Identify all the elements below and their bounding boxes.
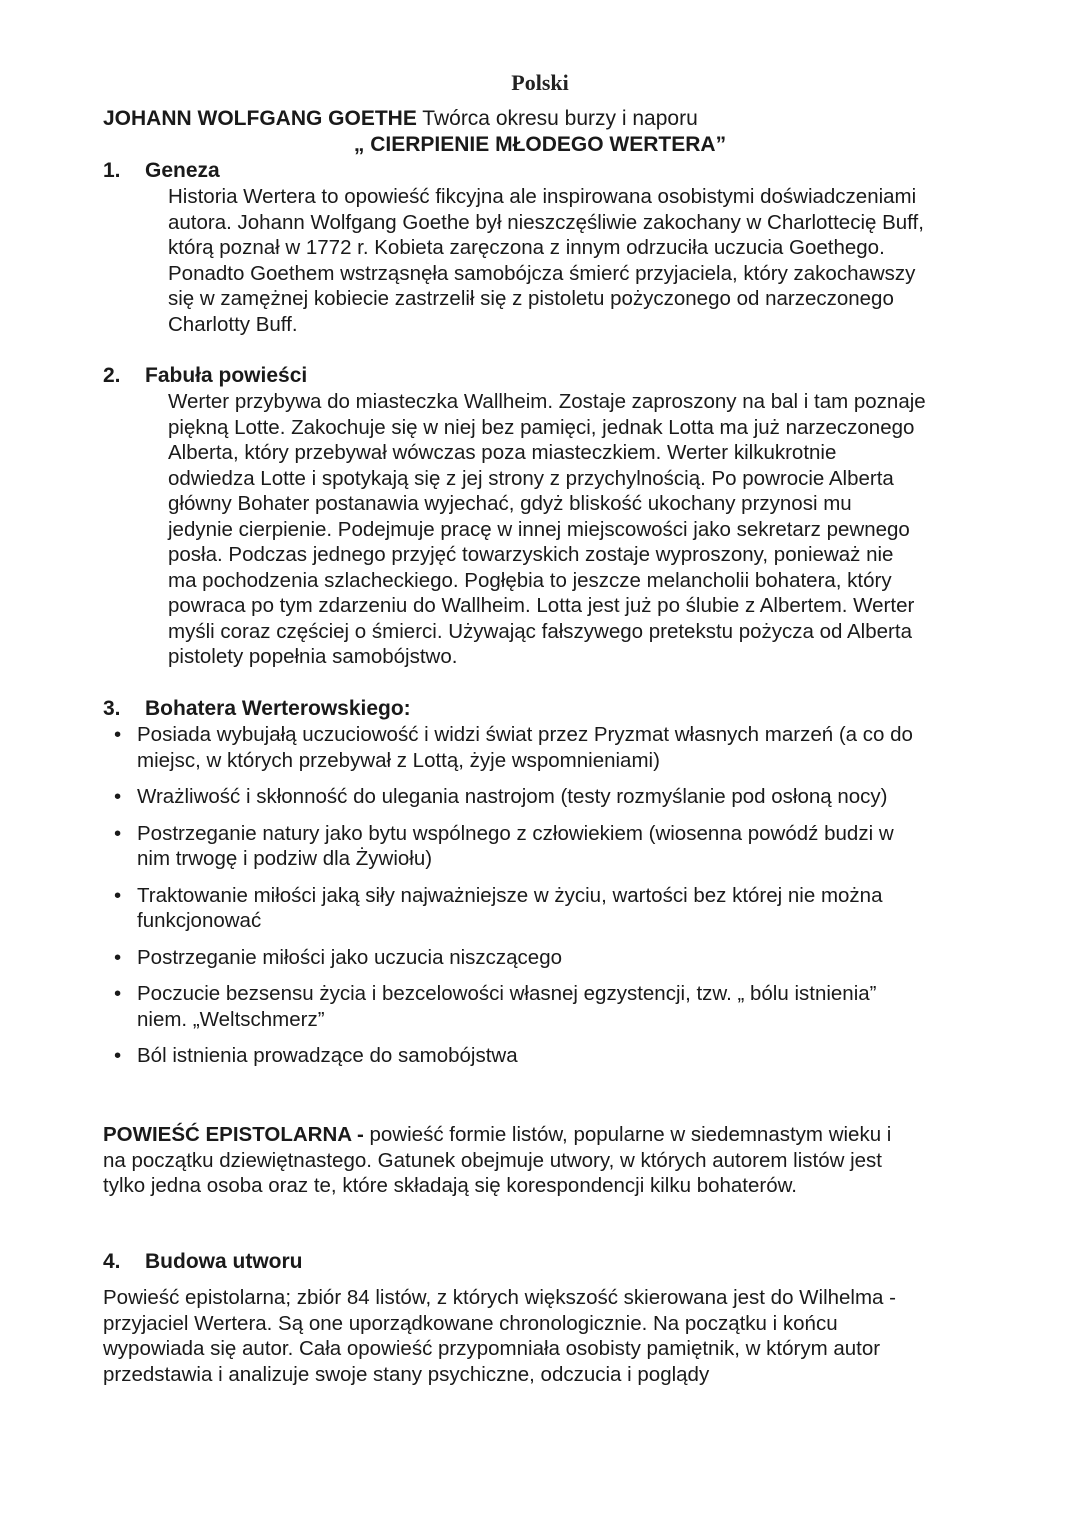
text-line: Charlotty Buff. (168, 312, 298, 336)
section-body-structure (103, 1285, 983, 1387)
section-heading-genesis (103, 158, 220, 184)
text-line: Historia Wertera to opowieść fikcyjna ale inspirowana osobistymi doświadczeniami (168, 185, 917, 208)
list-item: • Posiada wybujałą uczuciowość i widzi świat przez Pryzmat własnych marzeń (a co do miejsc, w których przebywał z Lottą, żyje wspomnieniami) (114, 723, 913, 772)
list-item: • Traktowanie miłości jaką siły najważniejsze w życiu, wartości bez której nie można funkcjonować (114, 883, 883, 932)
bullet-icon: • (114, 883, 122, 907)
hero-traits-list (112, 722, 992, 1080)
text-line: Powieść epistolarna; zbiór 84 listów, z których większość skierowana jest do Wilhelma - (103, 1286, 896, 1309)
text-line: POWIEŚĆ EPISTOLARNA - powieść formie listów, popularne w siedemnastym wieku i (103, 1123, 892, 1146)
text-line: powraca po tym zdarzeniu do Wallheim. Lotta jest już po ślubie z Albertem. Werter (168, 594, 915, 617)
list-item: • Postrzeganie natury jako bytu wspólnego z człowiekiem (wiosenna powódź budzi w nim trwogę i podziw dla Żywiołu) (114, 821, 894, 870)
text-line: ma pochodzenia szlacheckiego. Pogłębia to jeszcze melancholii bohatera, który (168, 568, 892, 592)
text-line: Ponadto Goethem wstrząsnęła samobójcza śmierć przyjaciela, który zakochawszy (168, 261, 916, 285)
text-line: Alberta, który przebywał wówczas poza miasteczkiem. Werter kilkukrotnie (168, 441, 837, 464)
text-line: którą poznał w 1772 r. Kobieta zaręczona z innym odrzuciła uczucia Goethego. (168, 236, 885, 259)
text-line: się w zamężnej kobiecie zastrzelił się z pistoletu pożyczonego od narzeczonego (168, 287, 894, 310)
text-line: przyjaciel Wertera. Są one uporządkowane chronologicznie. Na początku i końcu (103, 1311, 838, 1335)
bullet-icon: • (114, 785, 122, 808)
text-line: jedynie cierpienie. Podejmuje pracę w innej miejscowości jako sekretarz pewnego (168, 517, 910, 541)
epistolary-definition (103, 1122, 983, 1199)
text-line: pistolety popełnia samobójstwo. (168, 645, 458, 668)
bullet-icon: • (114, 821, 122, 845)
bullet-icon: • (114, 945, 122, 969)
section-body-plot (168, 389, 998, 670)
text-line: autora. Johann Wolfgang Goethe był nieszczęśliwie zakochany w Charlottecię Buff, (168, 210, 924, 234)
list-item: • Poczucie bezsensu życia i bezcelowości własnej egzystencji, tzw. „ bólu istnienia” niem. „Weltschmerz” (114, 982, 877, 1031)
section-number: 2. (103, 364, 121, 387)
text-line: odwiedza Lotte i spotykają się z jej strony z przychylnością. Po powrocie Alberta (168, 466, 894, 490)
text-line: tylko jedna osoba oraz te, które składają się korespondencji kilku bohaterów. (103, 1174, 797, 1197)
section-body-genesis (168, 184, 998, 337)
section-number: 4. (103, 1250, 121, 1273)
subject-header: Polski (511, 70, 569, 95)
text-line: na początku dziewiętnastego. Gatunek obejmuje utwory, w których autorem listów jest (103, 1148, 882, 1172)
section-title: Budowa utworu (145, 1250, 303, 1273)
section-heading-structure (103, 1249, 302, 1275)
text-line: Werter przybywa do miasteczka Wallheim. Zostaje zaproszony na bal i tam poznaje (168, 390, 926, 413)
bullet-icon: • (114, 723, 122, 746)
book-title: „ CIERPIENIE MŁODEGO WERTERA” (353, 133, 727, 156)
text-line: przedstawia i analizuje swoje stany psychiczne, odczucia i poglądy (103, 1362, 710, 1386)
section-title: Bohatera Werterowskiego: (145, 697, 411, 720)
section-title: Geneza (145, 159, 220, 182)
author-line (103, 106, 698, 132)
list-item: • Postrzeganie miłości jako uczucia niszczącego (114, 945, 563, 969)
text-line: posła. Podczas jednego przyjęć towarzyskich zostaje wyproszony, ponieważ nie (168, 543, 894, 566)
author-description: Twórca okresu burzy i naporu (416, 107, 698, 130)
section-number: 1. (103, 159, 121, 182)
text-line: główny Bohater postanawia wyjechać, gdyż bliskość ukochany przynosi mu (168, 492, 852, 515)
section-heading-hero (103, 696, 411, 722)
author-name: JOHANN WOLFGANG GOETHE (103, 107, 417, 130)
list-item: • Wrażliwość i skłonność do ulegania nastrojom (testy rozmyślanie pod osłoną nocy) (114, 785, 888, 808)
text-line: myśli coraz częściej o śmierci. Używając fałszywego pretekstu pożycza od Alberta (168, 619, 912, 643)
section-heading-plot (103, 363, 307, 389)
bullet-icon: • (114, 1044, 122, 1067)
text-line: piękną Lotte. Zakochuje się w niej bez pamięci, jednak Lotta ma już narzeczonego (168, 415, 915, 439)
bullet-icon: • (114, 982, 122, 1005)
text-line: wypowiada się autor. Cała opowieść przypomniała osobisty pamiętnik, w którym autor (103, 1337, 881, 1360)
list-item: • Ból istnienia prowadzące do samobójstwa (114, 1044, 518, 1067)
section-number: 3. (103, 697, 121, 720)
definition-term: POWIEŚĆ EPISTOLARNA - (103, 1123, 364, 1146)
section-title: Fabuła powieści (145, 364, 308, 387)
